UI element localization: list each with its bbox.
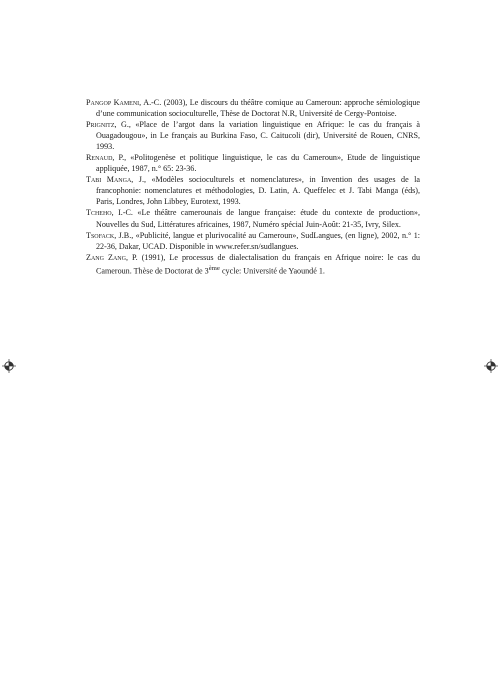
citation-text: , J., «Modèles socioculturels et nomenclatures», in Invention des usages de la francophonie: nomenclatures et méthodologies, D. Latin, A. Queffelec et J. Tabi Manga (éds), Paris, Londres, John Libbey, Eurotext, 1993. — [96, 175, 420, 207]
bibliography-entry — [86, 97, 420, 119]
bibliography-entry — [86, 230, 420, 252]
author-name: Zang Zang — [86, 252, 126, 262]
citation-text: , J.B., «Publicité, langue et plurivocalité au Cameroun», SudLangues, (en ligne), 2002, n.° 1: 22-36, Dakar, UCAD. Disponible in www.refer.sn/sudlangues. — [96, 230, 420, 251]
citation-text: , P., «Politogenèse et politique linguistique, le cas du Cameroun», Etude de linguistique appliquée, 1987, n.° 65: 23-36. — [96, 153, 420, 174]
bibliography-entry — [86, 174, 420, 207]
bibliography-entry — [86, 119, 420, 152]
registration-mark-icon — [484, 359, 498, 373]
author-name: Tabi Manga — [86, 175, 132, 185]
author-name: Pangop Kameni — [86, 98, 140, 107]
registration-mark-icon — [2, 359, 16, 373]
citation-text: , P. (1991), Le processus de dialectalisation du français en Afrique noire: le cas du Cameroun. Thèse de Doctorat de 3 — [96, 252, 420, 276]
citation-text: , I.-C. «Le théâtre camerounais de langue française: étude du contexte de production», Nouvelles du Sud, Littératures africaines, 1987, Numéro spécial Juin-Août: 21-35, Ivry, Silex. — [96, 208, 420, 229]
citation-text: , G., «Place de l’argot dans la variation linguistique en Afrique: le cas du français à Ouagadougou», in Le français au Burkina Faso, C. Caitucoli (dir), Université de Rouen, CNRS, 1993. — [96, 120, 420, 152]
author-name: Renaud — [86, 153, 113, 163]
bibliography-entry — [86, 152, 420, 174]
bibliography-entry — [86, 207, 420, 229]
author-name: Prignitz — [86, 120, 115, 130]
author-name: Tcheho — [86, 208, 112, 218]
bibliography-list — [86, 97, 420, 276]
author-name: Tsofack — [86, 230, 115, 240]
bibliography-entry — [86, 252, 420, 277]
citation-text: , A.-C. (2003), Le discours du théâtre comique au Cameroun: approche sémiologique d’une communication socioculturelle, Thèse de Doctorat N.R, Université de Cergy-Pontoise. — [96, 98, 421, 119]
citation-text: cycle: Université de Yaoundé 1. — [219, 266, 325, 276]
superscript-ordinal: ème — [208, 264, 220, 272]
